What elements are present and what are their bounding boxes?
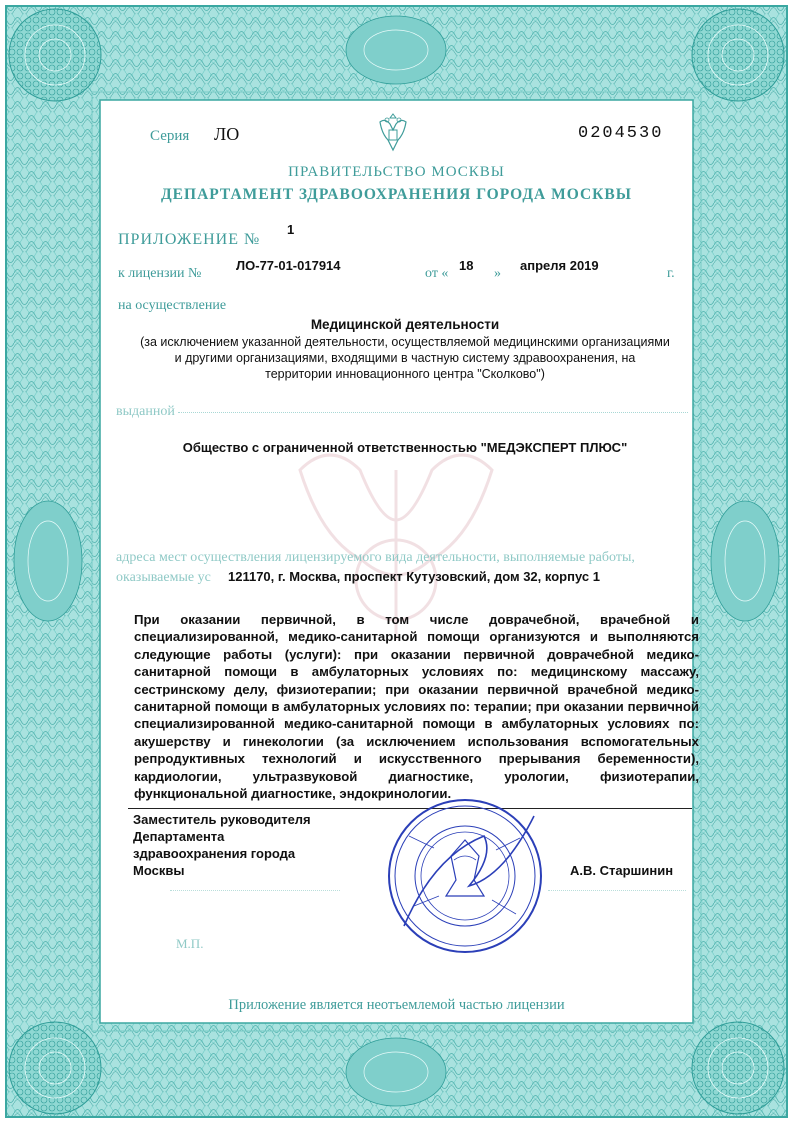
activity-note-line: (за исключением указанной деятельности, осуществляемой медицинскими организациями xyxy=(140,335,670,349)
appendix-label: ПРИЛОЖЕНИЕ № xyxy=(118,231,261,248)
issued-label: выданной xyxy=(116,404,175,419)
date-day: 18 xyxy=(459,258,474,273)
coat-of-arms-icon xyxy=(376,110,410,156)
footer-note: Приложение является неотъемлемой частью лицензии xyxy=(228,997,565,1013)
license-number: ЛО-77-01-017914 xyxy=(236,258,341,273)
activity-label: на осуществление xyxy=(118,298,227,313)
date-quote-close: » xyxy=(494,266,501,281)
date-from-label: от « xyxy=(425,266,449,281)
signer-position-line: Департамента xyxy=(133,829,225,844)
date-month-year: апреля 2019 xyxy=(520,258,599,273)
series-label: Серия xyxy=(150,128,190,144)
address-label-line: адреса мест осуществления лицензируемого вида деятельности, выполняемые работы, xyxy=(116,550,635,565)
activity-title: Медицинской деятельности xyxy=(310,317,500,332)
organization-name: Общество с ограниченной ответственностью "МЕДЭКСПЕРТ ПЛЮС" xyxy=(182,440,628,455)
signer-position-line: Заместитель руководителя xyxy=(133,812,311,827)
government-title: ПРАВИТЕЛЬСТВО МОСКВЫ xyxy=(288,164,505,180)
works-description: При оказании первичной, в том числе доврачебной, врачебной и специализированной, медико-санитарной помощи организуются и выполняются следующие работы (услуги): при оказании первичной доврачебной медико-санитарной помощи в амбулаторных условиях по: медицинскому массажу, сестринскому делу, физиотерапии; при оказании первичной врачебной медико-санитарной помощи в амбулаторных условиях по: терапии; при оказании первичной специализированной медико-санитарной помощи в амбулаторных условиях по: акушерству и гинекологии (за исключением использования вспомогательных репродуктивных технологий и искусственного прерывания беременности), кардиологии, ультразвуковой диагностике, урологии, физиотерапии, функциональной диагностике, эндокринологии. xyxy=(134,612,699,802)
activity-note-line: и другими организациями, входящими в частную систему здравоохранения, на xyxy=(174,351,636,365)
stamp-place-label: М.П. xyxy=(176,936,204,951)
official-seal xyxy=(374,796,556,956)
appendix-number: 1 xyxy=(287,222,295,237)
department-title: ДЕПАРТАМЕНТ ЗДРАВООХРАНЕНИЯ ГОРОДА МОСКВЫ xyxy=(161,186,632,203)
signer-position-line: Москвы xyxy=(133,863,185,878)
issued-guide-line xyxy=(178,412,688,413)
address-value: 121170, г. Москва, проспект Кутузовский, дом 32, корпус 1 xyxy=(228,569,600,584)
signer-name: А.В. Старшинин xyxy=(570,863,674,878)
signature-guide-line xyxy=(170,890,340,891)
name-guide-line xyxy=(548,890,686,891)
series-value: ЛО xyxy=(214,124,240,144)
signer-position-line: здравоохранения города xyxy=(133,846,296,861)
license-label: к лицензии № xyxy=(118,266,202,281)
activity-note-line: территории инновационного центра "Сколково") xyxy=(265,367,545,381)
date-year-suffix: г. xyxy=(667,266,675,281)
form-number: 0204530 xyxy=(578,124,664,143)
address-label-line: оказываемые ус xyxy=(116,570,211,585)
